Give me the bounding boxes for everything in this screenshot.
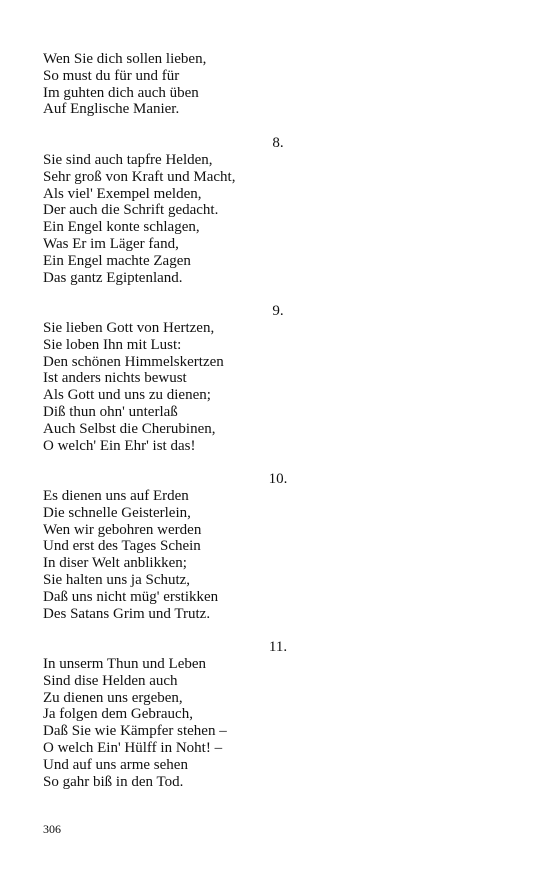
verse-line: Die schnelle Geisterlein, [43, 504, 191, 521]
verse-line: Auch Selbst die Cherubinen, [43, 420, 216, 437]
stanza-number: 10. [268, 471, 288, 487]
verse-line: Als viel' Exempel melden, [43, 185, 202, 202]
verse-line: Und auf uns arme sehen [43, 756, 188, 773]
stanza-number: 11. [268, 639, 288, 655]
stanza-number: 8. [272, 135, 284, 151]
verse-line: Und erst des Tages Schein [43, 538, 201, 555]
verse-line: Sind dise Helden auch [43, 672, 178, 689]
verse-line: Ein Engel machte Zagen [43, 252, 191, 269]
verse-line: Zu dienen uns ergeben, [43, 689, 183, 706]
verse-line: O welch Ein' Hülff in Noht! – [43, 739, 223, 756]
verse-line: Daß uns nicht müg' erstikken [43, 588, 219, 605]
verse-line: Der auch die Schrift gedacht. [43, 202, 219, 219]
page-number: 306 [43, 822, 61, 836]
verse-line: Ja folgen dem Gebrauch, [43, 706, 193, 723]
verse-line: Des Satans Grim und Trutz. [43, 605, 211, 622]
verse-line: Sie halten uns ja Schutz, [43, 571, 191, 588]
verse-line: Wen Sie dich sollen lieben, [43, 51, 207, 67]
stanza-lines [43, 488, 218, 622]
stanza-lines [43, 320, 224, 454]
verse-line: Wen wir gebohren werden [43, 521, 202, 538]
verse-line: Als Gott und uns zu dienen; [43, 387, 211, 404]
verse-line: Was Er im Läger fand, [43, 235, 179, 252]
stanza-lines [43, 152, 235, 286]
stanza-lines [43, 656, 227, 790]
verse-line: Sie lieben Gott von Hertzen, [43, 320, 215, 336]
verse-line: O welch' Ein Ehr' ist das! [43, 437, 196, 454]
verse-line: Diß thun ohn' unterlaß [43, 403, 178, 420]
verse-line: Sehr groß von Kraft und Macht, [43, 168, 236, 185]
verse-line: In unserm Thun und Leben [43, 656, 207, 672]
verse-line: Auf Englische Manier. [43, 101, 180, 118]
verse-line: So must du für und für [43, 67, 180, 84]
verse-line: Den schönen Himmelskertzen [43, 353, 224, 370]
verse-line: In diser Welt anblikken; [43, 555, 187, 572]
verse-line: Sie sind auch tapfre Helden, [43, 152, 213, 168]
verse-line: Im guhten dich auch üben [43, 84, 199, 101]
verse-line: Ein Engel konte schlagen, [43, 219, 200, 236]
verse-line: Das gantz Egiptenland. [43, 269, 183, 286]
verse-line: Ist anders nichts bewust [43, 370, 187, 387]
verse-line: So gahr biß in den Tod. [43, 773, 184, 790]
verse-line: Sie loben Ihn mit Lust: [43, 336, 182, 353]
intro-stanza [43, 51, 206, 118]
verse-line: Es dienen uns auf Erden [43, 488, 189, 504]
verse-line: Daß Sie wie Kämpfer stehen – [43, 723, 227, 740]
stanza-number: 9. [272, 303, 284, 319]
